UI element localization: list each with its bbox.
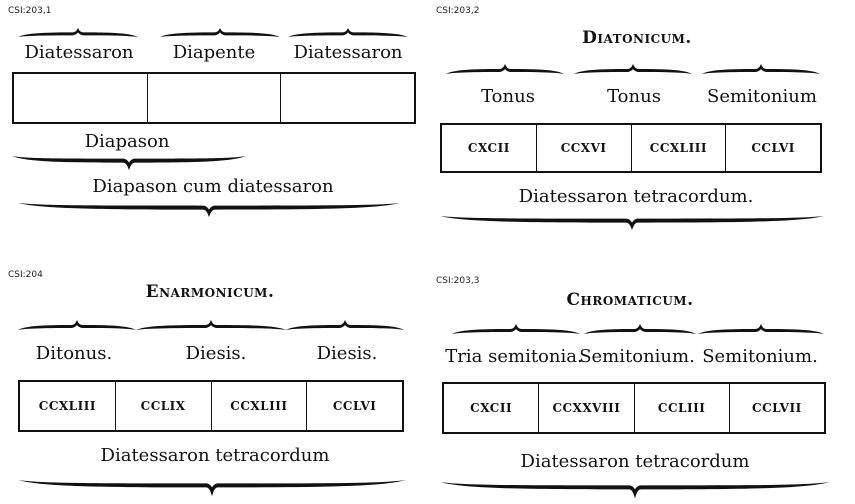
brace-shape bbox=[136, 320, 286, 330]
ratio-cell: CXCII bbox=[442, 125, 537, 171]
label-tetracordum: Diatessaron tetracordum. bbox=[518, 186, 754, 207]
brace-shape bbox=[440, 482, 830, 498]
empty-interval-box bbox=[12, 72, 416, 124]
brace-shape bbox=[18, 320, 136, 330]
brace-shape bbox=[446, 64, 564, 74]
ratio-cell: CCLVI bbox=[332, 399, 377, 413]
brace-shape bbox=[18, 203, 400, 217]
brace-shape bbox=[288, 28, 408, 37]
brace-up-diatessaron-2 bbox=[288, 28, 408, 37]
brace-up-semitonium-2 bbox=[698, 324, 824, 334]
label-diatessaron: Diatessaron bbox=[24, 42, 134, 63]
label-semitonium-2: Semitonium. bbox=[702, 346, 818, 367]
brace-shape bbox=[286, 320, 404, 330]
brace-up-ditonus bbox=[18, 320, 136, 330]
ratio-cell: CCLVI bbox=[751, 141, 795, 155]
label-tonus: Tonus bbox=[481, 86, 535, 107]
brace-shape bbox=[702, 64, 820, 74]
label-ditonus: Ditonus. bbox=[35, 343, 113, 364]
ratio-cell: CCXLIII bbox=[632, 125, 727, 171]
ratio-cell: CCLVII bbox=[752, 401, 802, 415]
panel-title: Chromaticum. bbox=[566, 290, 694, 310]
empty-cell bbox=[148, 74, 282, 122]
panel-title: Enarmonicum. bbox=[145, 282, 275, 302]
brace-up-diesis bbox=[136, 320, 286, 330]
brace-shape bbox=[452, 324, 580, 334]
brace-down-tetracordum bbox=[440, 216, 824, 230]
label-semitonium: Semitonium bbox=[707, 86, 817, 107]
brace-down-tetracordum bbox=[440, 482, 830, 498]
ratio-box bbox=[18, 380, 404, 432]
ratio-cell: CCXLIII bbox=[20, 382, 116, 430]
brace-shape bbox=[160, 28, 280, 37]
label-tetracordum: Diatessaron tetracordum bbox=[520, 451, 750, 472]
ratio-cell: CCXLIII bbox=[212, 382, 308, 430]
brace-shape bbox=[18, 480, 406, 496]
panel-title: Diatonicum. bbox=[582, 28, 692, 48]
brace-shape bbox=[440, 216, 824, 230]
brace-shape bbox=[12, 156, 246, 170]
ratio-cell: CXCII bbox=[444, 384, 539, 432]
ratio-cell: CCXXVIII bbox=[539, 384, 634, 432]
label-diatessaron-2: Diatessaron bbox=[293, 42, 403, 63]
brace-shape bbox=[584, 324, 696, 334]
label-tonus-2: Tonus bbox=[607, 86, 661, 107]
empty-cell bbox=[14, 74, 148, 122]
brace-up-diatessaron bbox=[18, 28, 138, 37]
label-tetracordum: Diatessaron tetracordum bbox=[100, 445, 330, 466]
brace-shape bbox=[698, 324, 824, 334]
ratio-cell: CCXVI bbox=[537, 125, 632, 171]
brace-up-semitonium bbox=[702, 64, 820, 74]
panel-tag: CSI:203,2 bbox=[436, 6, 480, 16]
label-tria-semitonia: Tria semitonia. bbox=[445, 346, 583, 367]
ratio-box bbox=[442, 382, 826, 434]
ratio-cell: CCLIX bbox=[116, 382, 212, 430]
panel-tag: CSI:204 bbox=[8, 270, 43, 280]
ratio-box bbox=[440, 123, 822, 173]
brace-down-diapason bbox=[12, 156, 246, 170]
ratio-cell: CCLIII bbox=[635, 384, 730, 432]
brace-up-tonus bbox=[446, 64, 564, 74]
label-diapente: Diapente bbox=[172, 42, 256, 63]
label-diapason: Diapason bbox=[84, 131, 170, 152]
brace-up-tonus-2 bbox=[574, 64, 692, 74]
brace-up-tria-semitonia bbox=[452, 324, 580, 334]
label-diesis: Diesis. bbox=[185, 343, 247, 364]
brace-down-tetracordum bbox=[18, 480, 406, 496]
brace-down-full bbox=[18, 203, 400, 217]
brace-shape bbox=[574, 64, 692, 74]
label-diapason-cum-diatessaron: Diapason cum diatessaron bbox=[92, 176, 334, 197]
label-diesis-2: Diesis. bbox=[316, 343, 378, 364]
panel-tag: CSI:203,3 bbox=[436, 276, 480, 286]
panel-tag: CSI:203,1 bbox=[8, 6, 52, 16]
brace-up-diesis-2 bbox=[286, 320, 404, 330]
brace-up-diapente bbox=[160, 28, 280, 37]
brace-shape bbox=[18, 28, 138, 37]
label-semitonium: Semitonium. bbox=[579, 346, 695, 367]
brace-up-semitonium bbox=[584, 324, 696, 334]
empty-cell bbox=[281, 74, 414, 122]
